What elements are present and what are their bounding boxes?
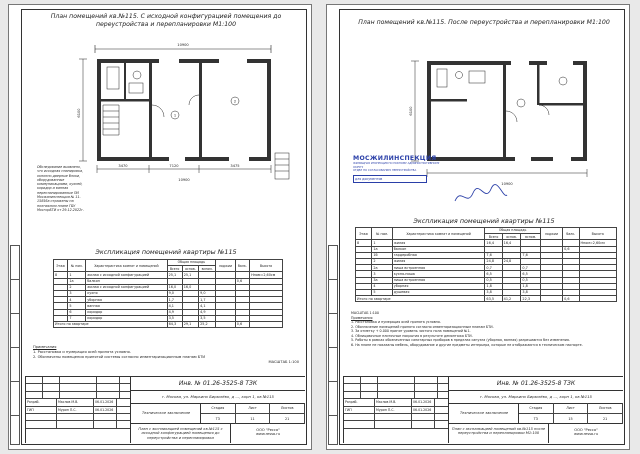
staff-role: Разраб. [26, 399, 57, 405]
cell-purpose: коридор [86, 309, 167, 315]
cell-purpose: жилая с исходной конфигурацией [86, 272, 167, 278]
binding-strip [328, 245, 338, 445]
cell-balcony: 0,6 [563, 246, 579, 252]
total-loggia [540, 296, 562, 302]
cell-room: 1а [372, 246, 392, 252]
cell-aux: 6,5 [521, 271, 540, 277]
cell-purpose: кухня [86, 290, 167, 296]
cell-height: Нпом=2,60см [250, 272, 283, 278]
cell-room: 1а [68, 278, 86, 284]
staff-role: ГИП [26, 407, 57, 413]
explication-table: Этаж № пом. Характеристика комнат и помещений Общая площадь лоджии балк. Высота Всего основ. вспом. 8 1 жилая с исходной конфигурацией 25,1 25,1 Нпом=2,60см 1а балкон 0,6 2 жилая с исходной конфигурацией 16,0 16,0 3 кухня 9,0 9,0 4 уборная 1,7 1,7 5 ванная 4,1 4,1 6 коридор 4,9 4,9 7 коридор 3,5 3,5 Итого по квартире 64,3 29,1 25,2 0,6 [53, 259, 283, 328]
cell-purpose: ниша встроенная [392, 265, 485, 271]
total-aux: 25,2 [199, 321, 216, 327]
total-total: 63,5 [485, 296, 502, 302]
staff-name: Маслов М.В. [375, 399, 412, 405]
dimension-side: 6100 [77, 108, 81, 118]
cell-purpose: жилая [392, 258, 485, 264]
inspection-stamp: МОСЖИЛИНСПЕКЦИЯ ЖИЛИЩНАЯ ИНСПЕКЦИЯ ПО ЮЖНОМУ АДМИНИСТРАТИВНОМУ ОКРУГУ ОТДЕЛ ПО СОГЛАСОВАНИЮ ПЕРЕУСТРОЙСТВА для документов [353, 155, 440, 181]
document-code: Инв. № 01.26-3525-8 ТЗК [130, 377, 305, 391]
cell-aux: 0,7 [521, 265, 540, 271]
total-balcony: 0,6 [235, 321, 249, 327]
sheet-grid: Стадия Лист Листов ТЗ 15 21 [518, 403, 623, 424]
cell-aux: 4,9 [199, 309, 216, 315]
cell-total: 7,6 [485, 252, 502, 258]
total-total: 64,3 [167, 321, 182, 327]
cell-purpose: уборная [392, 283, 485, 289]
cell-room: 6 [68, 309, 86, 315]
cell-total: 4,9 [167, 309, 182, 315]
address: г. Москва, ул. Марьино Бирюлёво, д ..., корп 1, кв №115 [130, 390, 305, 404]
cell-purpose: балкон [392, 246, 485, 252]
cell-total: 0,5 [485, 277, 502, 283]
cell-total: 16,0 [167, 284, 182, 290]
total-row [54, 321, 283, 327]
title-block [343, 376, 623, 443]
sheet-before-renovation [8, 4, 312, 450]
explication-title: Экспликация помещений квартиры №115 [413, 217, 555, 225]
sheet-after-renovation [326, 4, 630, 450]
cell-aux: 9,0 [199, 290, 216, 296]
cell-room: 1б [372, 252, 392, 258]
cell-height: Нпом=2,60см [579, 240, 617, 246]
cell-floor: 8 [356, 240, 372, 246]
cell-total: 16,4 [485, 240, 502, 246]
stage-name: Техническое заключение [448, 403, 519, 424]
scale-label: МАСШТАБ 1:100 [268, 360, 299, 364]
explication-table: Этаж № пом. Характеристика комнат и помещений Общая площадь лоджии балк. Высота Всего основ. вспом. 8 1 жилая 16,4 16,4 Нпом=2,60см 1а балкон 0,6 1б гардеробная 7,6 7,6 2 жилая 24,8 24,8 2а ниша встроенная 0,7 0,7 3 кухня-ниша 6,5 6,5 3а ниша встроенная 0,5 0,5 4 уборная 1,8 1,8 5 душевая 3,8 3,8 Итого по квартире 63,5 41,2 22,3 0,6 [355, 227, 617, 302]
cell-total: 3,8 [485, 289, 502, 295]
staff-name: Мурин П.С. [57, 407, 94, 413]
cell-purpose: гардеробная [392, 252, 485, 258]
cell-balcony: 0,6 [235, 278, 249, 284]
cell-main: 24,8 [502, 258, 521, 264]
cell-total: 3,5 [167, 315, 182, 321]
address: г. Москва, ул. Марьино Бирюлёво, д ..., корп 1, кв №115 [448, 390, 623, 404]
cell-room: 3 [68, 290, 86, 296]
cell-room: 5 [372, 289, 392, 295]
signature [451, 181, 511, 211]
plan-note: Обследование выявлено, что исходная планировка, окнонно-дверные блоки, оборудованные коммуникациями, кухней, коридор и ванная перепланированные ПИ Мосжилинспекции № 11-15856а отражены на поэтажном плане ГБУ МосгорБТИ от 29.12.2022г. [37, 165, 84, 212]
cell-aux: 1,7 [199, 297, 216, 303]
plan-title: План помещений кв.№115. С исходной конфигурацией помещения до переустройства и перепланировки М1:100 [50, 13, 282, 28]
cell-room: 2 [68, 284, 86, 290]
staircase-icon [275, 153, 289, 179]
staff-date: 06.01.2026 [412, 407, 435, 413]
stage-name: Техническое заключение [130, 403, 201, 424]
cell-aux: 0,5 [521, 277, 540, 283]
staff-name: Маслов М.В. [57, 399, 94, 405]
total-label: Итого по квартире [356, 296, 485, 302]
cell-purpose: жилая с исходной конфигурацией [86, 284, 167, 290]
staff-name: Мурин П.С. [375, 407, 412, 413]
cell-room: 2 [372, 258, 392, 264]
dimension-part-2: 7120 [169, 164, 179, 168]
cell-purpose: балкон [86, 278, 167, 284]
dimension-bottom: 10900 [501, 182, 513, 186]
cell-aux: 4,1 [199, 303, 216, 309]
cell-total: 1,7 [167, 297, 182, 303]
total-aux: 22,3 [521, 296, 540, 302]
total-balcony: 0,6 [563, 296, 579, 302]
cell-total: 4,1 [167, 303, 182, 309]
explication-title: Экспликация помещений квартиры №115 [95, 248, 237, 256]
cell-aux: 3,8 [521, 289, 540, 295]
staff-date: 06.01.2026 [94, 399, 117, 405]
cell-purpose: кухня-ниша [392, 271, 485, 277]
cell-purpose: душевая [392, 289, 485, 295]
cell-floor: 8 [54, 272, 68, 278]
room-label-1: 1 [173, 113, 177, 118]
total-main: 41,2 [502, 296, 521, 302]
cell-purpose: ванная [86, 303, 167, 309]
cell-total: 9,0 [167, 290, 182, 296]
total-row [356, 296, 617, 302]
cell-room: 7 [68, 315, 86, 321]
total-main: 29,1 [182, 321, 198, 327]
cell-total: 1,8 [485, 283, 502, 289]
cell-purpose: уборная [86, 297, 167, 303]
cell-total: 6,5 [485, 271, 502, 277]
cell-total: 24,8 [485, 258, 502, 264]
cell-room: 3 [372, 271, 392, 277]
staff-date: 06.01.2026 [94, 407, 117, 413]
cell-total: 0,7 [485, 265, 502, 271]
document-code: Инв. № 01.26-3525-8 ТЗК [448, 377, 623, 391]
total-label: Итого по квартире [54, 321, 168, 327]
staff-role: Разраб. [344, 399, 375, 405]
sheet-description: План с экспликацией помещений кв.№115 с исходной конфигурацией помещения до переустройства и перепланировки [130, 423, 230, 443]
dimension-top: 10900 [177, 43, 189, 47]
notes: МАСШТАБ 1:100 Примечания 1. Расстановка и нумерация осей принята условно. 2. Обозначение помещений принято согласно инвентаризационным планам БТИ. 3. За отметку + 0.000 принят уровень чистого пола помещений №1. 4. Облицовочные плиточные покрытия в результате демонтажа БТИ. 5. Работы в рамках обозначенных санитарных приборов в пределах санузла (уборная, ванная) разрешаются без изменения. 6. На плане не показаны мебель, оборудование и другие предметы интерьера, которые не отображаются в техническом паспорте. [351, 311, 583, 347]
cell-aux: 3,5 [199, 315, 216, 321]
room-label-2: 2 [233, 99, 237, 104]
cell-main: 25,1 [182, 272, 198, 278]
dimension-part-3: 3475 [230, 164, 240, 168]
cell-room: 2а [372, 265, 392, 271]
total-loggia [216, 321, 236, 327]
cell-aux: 7,6 [521, 252, 540, 258]
cell-room: 4 [68, 297, 86, 303]
notes: Примечания 1. Расстановка и нумерация осей принята условно. 2. Обозначены помещения принятой системы согласно инвентаризационным планам БТИ [33, 345, 206, 359]
organization: ООО "Ресса" www.ressa.ru [548, 423, 623, 443]
floor-plan-before [49, 35, 295, 185]
dimension-bottom: 10900 [178, 178, 190, 182]
cell-purpose: ниша встроенная [392, 277, 485, 283]
cell-main: 16,4 [502, 240, 521, 246]
organization: ООО "Ресса" www.ressa.ru [230, 423, 305, 443]
sheet-grid: Стадия Лист Листов ТЗ 11 21 [200, 403, 305, 424]
dimension-side: 6100 [409, 106, 413, 116]
cell-room: 3а [372, 277, 392, 283]
sheet-description: План с экспликацией помещений кв.№115 после переустройства и перепланировки М1:100 [448, 423, 548, 443]
cell-room: 1 [68, 272, 86, 278]
cell-purpose: жилая [392, 240, 485, 246]
plan-title: План помещений кв.№115. После переустройства и перепланировки М1:100 [358, 19, 610, 26]
cell-main: 16,0 [182, 284, 198, 290]
staff-role: ГИП [344, 407, 375, 413]
title-block [25, 376, 305, 443]
cell-room: 5 [68, 303, 86, 309]
dimension-part-1: 3470 [118, 164, 128, 168]
cell-room: 4 [372, 283, 392, 289]
cell-room: 1 [372, 240, 392, 246]
binding-strip [10, 245, 20, 445]
staff-date: 06.01.2026 [412, 399, 435, 405]
cell-total: 25,1 [167, 272, 182, 278]
cell-purpose: коридор [86, 315, 167, 321]
cell-aux: 1,8 [521, 283, 540, 289]
